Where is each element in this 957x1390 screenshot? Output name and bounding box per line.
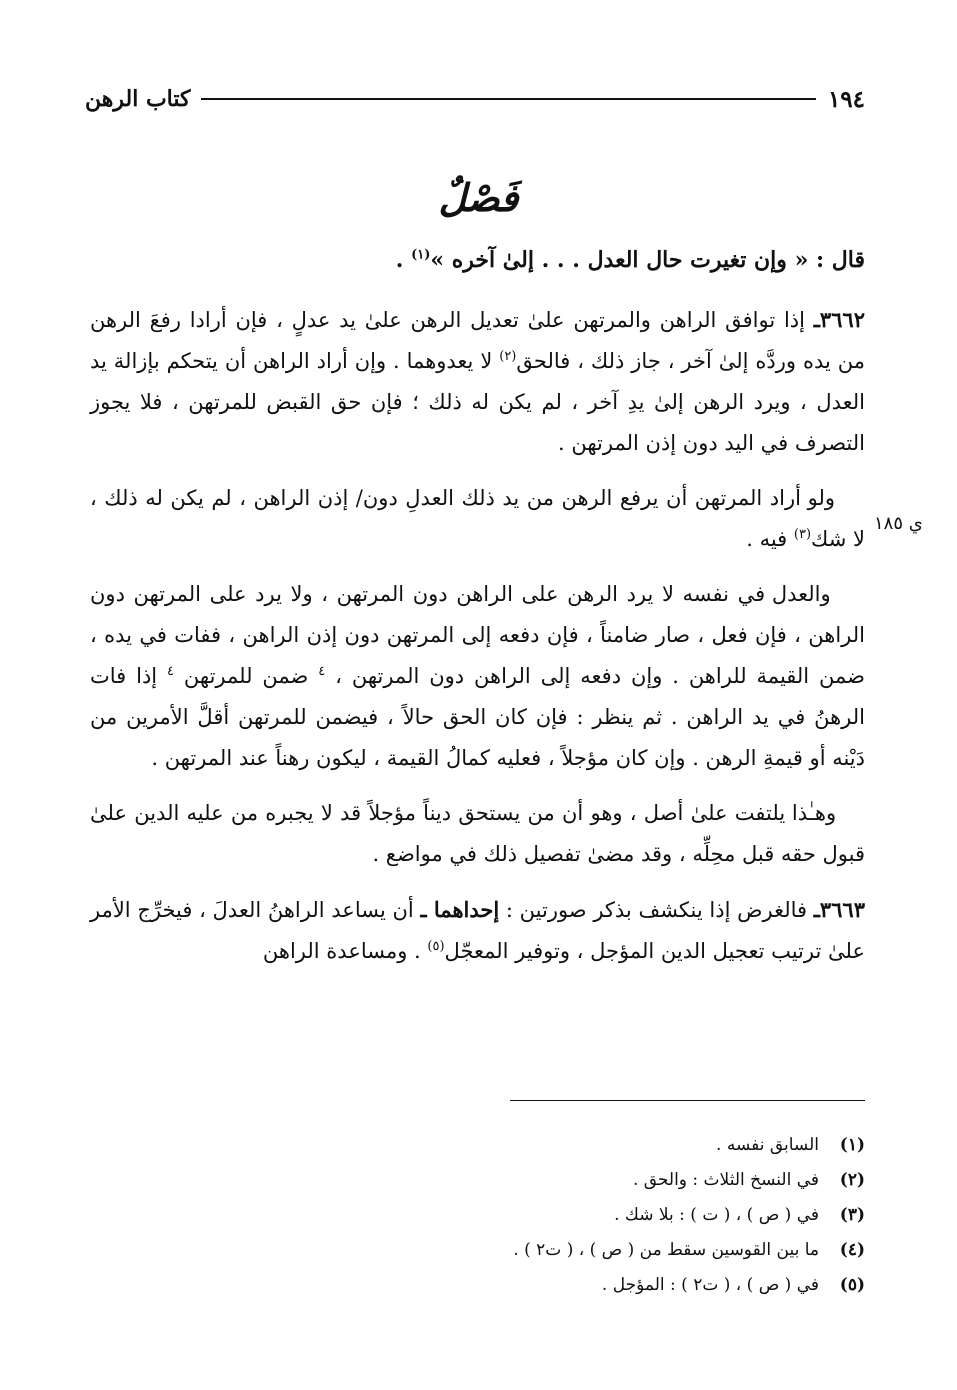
bold-term: إحداهما ـ — [420, 897, 500, 922]
issue-number: ٣٦٦٢ـ — [813, 307, 865, 332]
paragraph — [90, 793, 865, 875]
qala-end: . — [395, 247, 412, 273]
paragraph-text: والعدل في نفسه لا يرد الرهن على الراهن دون المرتهن ، ولا يرد على المرتهن دون الراهن ، فإن فعل ، صار ضامناً ، فإن دفعه إلى المرتهن دون إذن الراهن ، ففات في يده ، ضمن القيمة للراهن . وإن دفعه إلى الراهن دون المرتهن ، — [90, 582, 865, 688]
footnotes — [300, 1128, 865, 1303]
paragraph — [90, 478, 865, 560]
header-rule — [201, 98, 816, 100]
footnote-text: في ( ص ) ، ( ت ) : بلا شك . — [614, 1205, 819, 1225]
paragraph — [90, 574, 865, 779]
footnote-number: (٣) — [839, 1205, 865, 1225]
footnote-item — [300, 1198, 865, 1233]
paragraph-text: إذا توافق الراهن والمرتهن علىٰ تعديل الرهن علىٰ يد عدلٍ ، فإن أرادا رفعَ الرهن من يده وردَّه إلىٰ آخر ، جاز ذلك ، فالحق — [90, 308, 865, 373]
footnote-ref: (١) — [411, 247, 431, 263]
footnote-ref: (٣) — [793, 527, 812, 542]
paragraph-text: وهـٰذا يلتفت علىٰ أصل ، وهو أن من يستحق ديناً مؤجلاً قد لا يجبره من عليه الدين علىٰ قبول حقه قبل محِلِّه ، وقد مضىٰ تفصيل ذلك في مواضع . — [90, 801, 865, 866]
qala-line — [90, 240, 865, 281]
bracket-mark: ٤ — [167, 664, 175, 679]
footnote-text: في ( ص ) ، ( ت٢ ) : المؤجل . — [601, 1275, 819, 1295]
paragraph-text: أن يساعد الراهنُ العدلَ ، فيخرِّج الأمر علىٰ ترتيب تعجيل الدين المؤجل ، وتوفير المعجّل — [90, 898, 865, 963]
paragraph-text: فيه . — [746, 527, 794, 551]
footnote-text: في النسخ الثلاث : والحق . — [632, 1170, 819, 1190]
footnote-number: (١) — [839, 1135, 865, 1155]
footnote-text: السابق نفسه . — [716, 1135, 819, 1155]
issue-number: ٣٦٦٣ـ — [813, 897, 865, 922]
section-heading: فَصْلٌ — [438, 175, 519, 220]
qala-label: قال — [831, 247, 865, 273]
paragraph-text: ضمن للمرتهن — [174, 664, 319, 688]
margin-manuscript-ref: ي ١٨٥ — [874, 513, 923, 534]
qala-quote: : « وإن تغيرت حال العدل . . . إلىٰ آخره » — [430, 247, 825, 273]
footnote-item — [300, 1163, 865, 1198]
page-header — [85, 82, 865, 116]
footnote-number: (٢) — [839, 1170, 865, 1190]
paragraph-text: ولو أراد المرتهن أن يرفع الرهن من يد ذلك العدلِ دون/ إذن الراهن ، لم يكن له ذلك ، لا شك — [90, 486, 865, 551]
paragraph — [90, 299, 865, 464]
footnote-number: (٥) — [839, 1275, 865, 1295]
footnote-ref: (٢) — [499, 349, 517, 364]
footnote-text: ما بين القوسين سقط من ( ص ) ، ( ت٢ ) . — [513, 1240, 819, 1260]
paragraph — [90, 889, 865, 972]
footnote-divider — [510, 1100, 865, 1101]
paragraph-text: لا يعدوهما . وإن أراد الراهن أن يتحكم بإزالة يد العدل ، ويرد الرهن إلىٰ يدِ آخر ، لم يكن له ذلك ؛ فإن حق القبض للمرتهن ، فلا يجوز التصرف في اليد دون إذن المرتهن . — [90, 349, 865, 455]
footnote-item — [300, 1233, 865, 1268]
page-number: ١٩٤ — [827, 85, 865, 113]
main-text — [90, 240, 865, 986]
paragraph-text: فالغرض إذا ينكشف بذكر صورتين : — [499, 898, 814, 922]
book-title: كتاب الرهن — [85, 86, 191, 112]
paragraph-text: إذا فات الرهنُ في يد الراهن . ثم ينظر : فإن كان الحق حالاً ، فيضمن للمرتهن أقلَّ الأمرين من دَيْنه أو قيمةِ الرهن . وإن كان مؤجلاً ، فعليه كمالُ القيمة ، ليكون رهناً عند المرتهن . — [90, 664, 865, 770]
footnote-item — [300, 1128, 865, 1163]
bracket-mark: ٤ — [318, 664, 326, 679]
paragraph-text: . ومساعدة الراهن — [262, 939, 428, 963]
footnote-item — [300, 1268, 865, 1303]
footnote-ref: (٥) — [427, 939, 445, 954]
footnote-number: (٤) — [839, 1240, 865, 1260]
